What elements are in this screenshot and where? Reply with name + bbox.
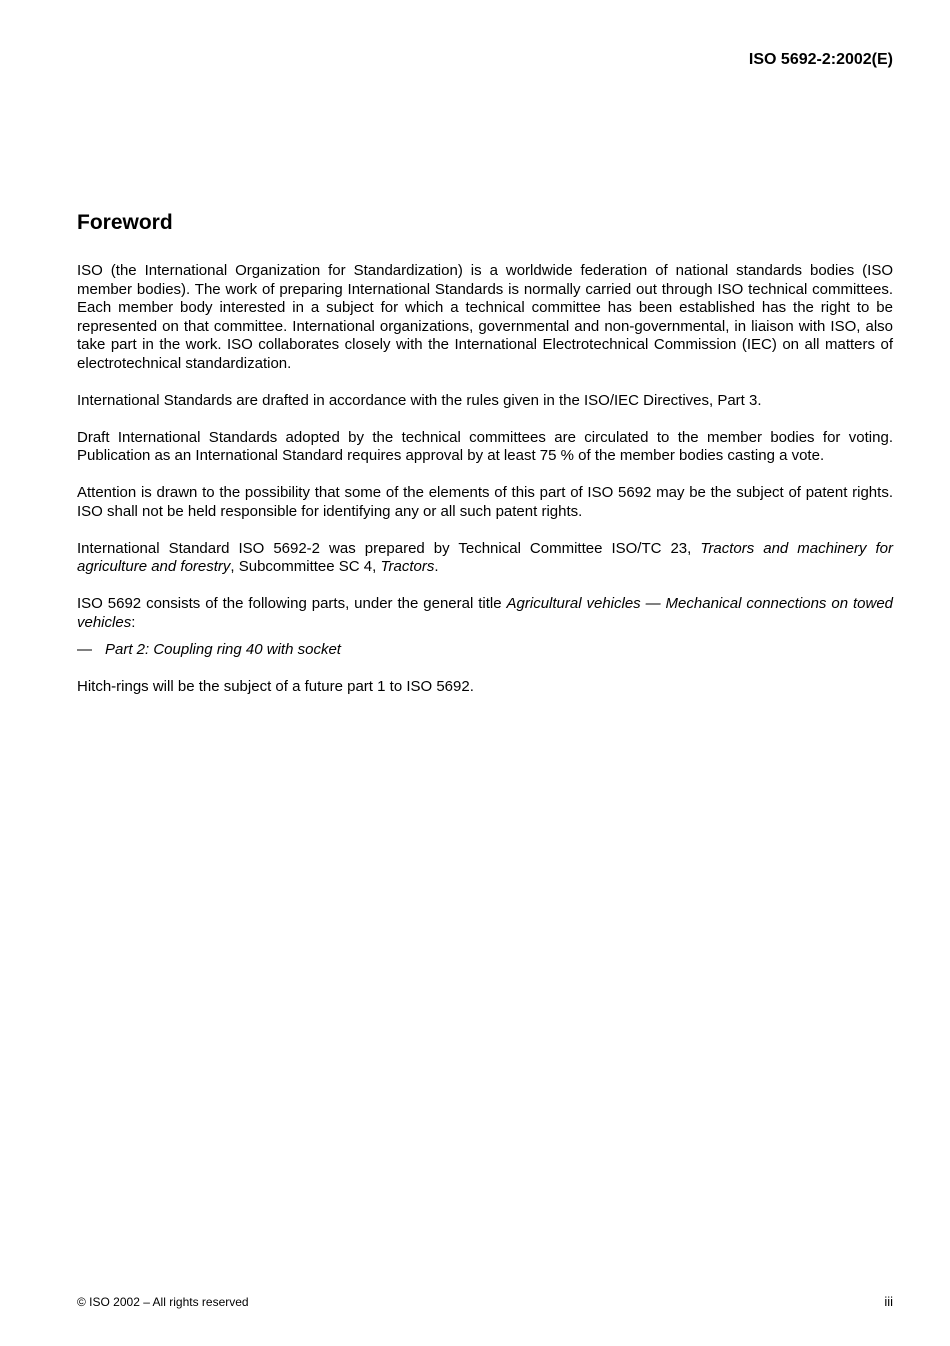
paragraph-voting: Draft International Standards adopted by the technical committees are circulated to the member bodies for voting. Publication as an International Standard requires approval by at least 75 % of the member bodies casting a vote. — [77, 428, 893, 464]
section-title: Foreword — [77, 211, 173, 234]
page-number: iii — [884, 1294, 893, 1309]
list-item-text: Part 2: Coupling ring 40 with socket — [105, 641, 341, 658]
subcommittee-title: Tractors — [380, 558, 435, 575]
list-dash: — — [77, 641, 92, 658]
paragraph-iso-description: ISO (the International Organization for Standardization) is a worldwide federation of national standards bodies (ISO member bodies). The work of preparing International Standards is normally carried out through ISO technical committees. Each member body interested in a subject for which a technical committee has been established has the right to be represented on that committee. International organizations, governmental and non-governmental, in liaison with ISO, also take part in the work. ISO collaborates closely with the International Electrotechnical Commission (IEC) on all matters of electrotechnical standardization. — [77, 262, 893, 372]
prepared-by-prefix: International Standard ISO 5692-2 was prepared by Technical Committee ISO/TC 23, — [77, 539, 701, 557]
general-title: Agricultural vehicles — Mechanical connections on towed vehicles — [77, 595, 893, 631]
paragraph-prepared-by — [77, 540, 893, 577]
list-item — [77, 641, 893, 660]
parts-prefix: ISO 5692 consists of the following parts, under the general title — [77, 595, 507, 612]
prepared-by-middle: , Subcommittee SC 4, — [230, 558, 381, 575]
copyright-footer: © ISO 2002 – All rights reserved — [77, 1295, 249, 1309]
paragraph-parts — [77, 595, 893, 632]
paragraph-hitch-rings: Hitch-rings will be the subject of a future part 1 to ISO 5692. — [77, 678, 474, 695]
paragraph-directives: International Standards are drafted in accordance with the rules given in the ISO/IEC Directives, Part 3. — [77, 391, 762, 409]
document-code-header: ISO 5692-2:2002(E) — [748, 51, 893, 68]
paragraph-patent-rights: Attention is drawn to the possibility that some of the elements of this part of ISO 5692 may be the subject of patent rights. ISO shall not be held responsible for identifying any or all such patent rights. — [77, 484, 893, 520]
parts-suffix: : — [131, 613, 136, 631]
foreword-section — [77, 208, 893, 715]
committee-title: Tractors and machinery for agriculture and forestry — [77, 539, 893, 575]
prepared-by-suffix: . — [434, 558, 439, 575]
